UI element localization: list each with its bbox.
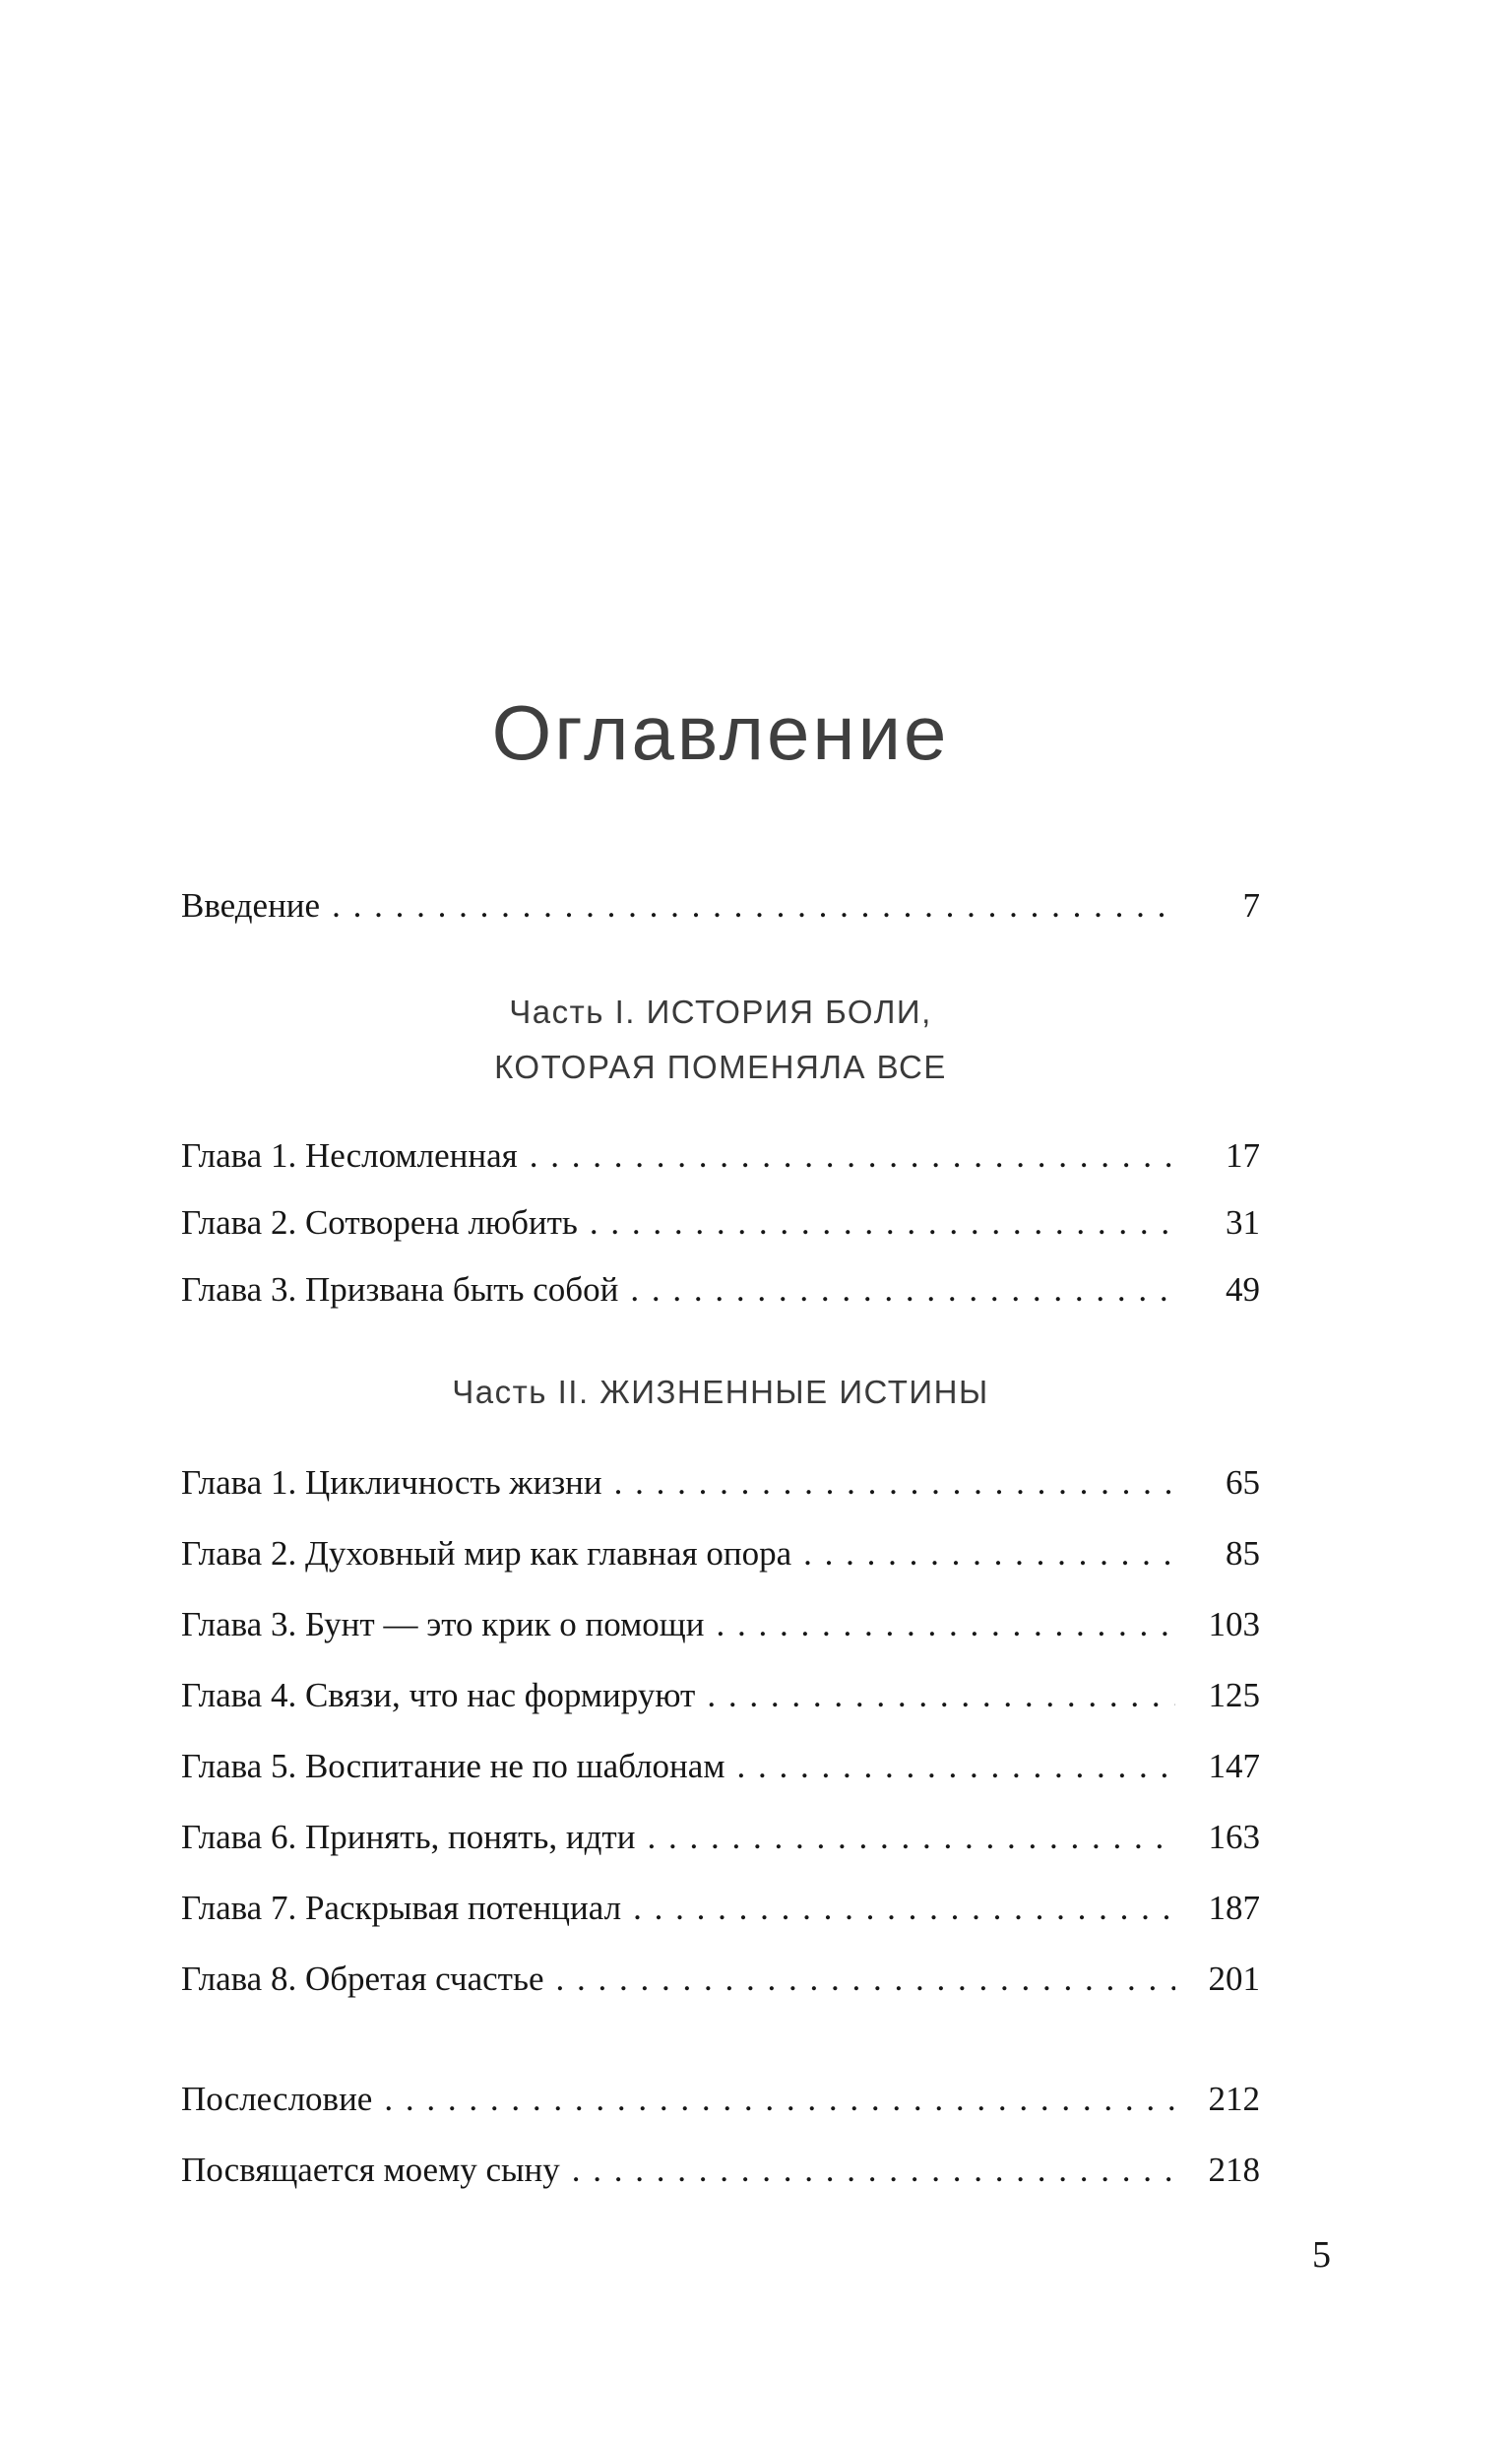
toc-entry-page: 212 — [1208, 2079, 1260, 2118]
toc-entry-label: Глава 5. Воспитание не по шаблонам — [181, 1746, 725, 1785]
toc-entry-label: Послесловие — [181, 2079, 373, 2118]
toc-entry-page: 201 — [1208, 1959, 1260, 1998]
toc-entry-label: Глава 1. Цикличность жизни — [181, 1462, 602, 1502]
toc-entry — [181, 1518, 1260, 1589]
dot-leader — [590, 1189, 1175, 1256]
part-heading — [181, 1365, 1260, 1420]
toc-entry-page: 218 — [1208, 2150, 1260, 2189]
toc-entry-page: 65 — [1226, 1462, 1260, 1502]
toc-entry-label: Глава 8. Обретая счастье — [181, 1959, 544, 1998]
toc-entry-page: 103 — [1208, 1604, 1260, 1643]
toc-entry-label: Глава 2. Духовный мир как главная опора — [181, 1533, 792, 1573]
dot-leader — [555, 1944, 1175, 2015]
chapter-group-part2 — [181, 1447, 1260, 2015]
toc-entry — [181, 2135, 1260, 2206]
dot-leader — [803, 1518, 1175, 1589]
toc-entry — [181, 1802, 1260, 1873]
dot-leader — [530, 1123, 1175, 1189]
dot-leader — [572, 2135, 1175, 2206]
toc-entry — [181, 1660, 1260, 1731]
folio-page-number: 5 — [1312, 2234, 1331, 2276]
chapter-group-part1 — [181, 1123, 1260, 1323]
toc-entry-label: Глава 3. Бунт — это крик о помощи — [181, 1604, 705, 1643]
toc-entry-label: Глава 3. Призвана быть собой — [181, 1269, 619, 1309]
toc-entry-label: Введение — [181, 885, 321, 925]
dot-leader — [716, 1589, 1175, 1660]
part-heading — [181, 985, 1260, 1095]
footer-entries — [181, 2064, 1260, 2206]
toc-entry — [181, 2064, 1260, 2135]
toc-entry — [181, 1447, 1260, 1518]
toc-entry-label: Посвящается моему сыну — [181, 2150, 560, 2189]
toc-entry — [181, 1256, 1260, 1323]
toc-entry — [181, 1873, 1260, 1944]
toc-entry-label: Глава 1. Несломленная — [181, 1135, 518, 1175]
dot-leader — [707, 1660, 1175, 1731]
dot-leader — [633, 1873, 1175, 1944]
toc-entry — [181, 872, 1260, 939]
toc-entry — [181, 1189, 1260, 1256]
toc-entry-page: 17 — [1226, 1135, 1260, 1175]
part-heading-line: КОТОРАЯ ПОМЕНЯЛА ВСЕ — [494, 1048, 947, 1085]
toc-entry-page: 85 — [1226, 1533, 1260, 1573]
dot-leader — [332, 872, 1175, 939]
toc-entry-label: Глава 4. Связи, что нас формируют — [181, 1675, 696, 1714]
part-heading-line: Часть I. ИСТОРИЯ БОЛИ, — [509, 993, 932, 1030]
toc-entry-page: 49 — [1226, 1269, 1260, 1309]
toc-entry-label: Глава 7. Раскрывая потенциал — [181, 1888, 622, 1927]
toc-entry-page: 31 — [1226, 1202, 1260, 1242]
toc-entry — [181, 1589, 1260, 1660]
toc-entry-label: Глава 6. Принять, понять, идти — [181, 1817, 636, 1856]
toc-entry-page: 187 — [1208, 1888, 1260, 1927]
toc-entry-page: 163 — [1208, 1817, 1260, 1856]
dot-leader — [630, 1256, 1175, 1323]
toc-entry — [181, 1731, 1260, 1802]
toc-entry-page: 125 — [1208, 1675, 1260, 1714]
dot-leader — [736, 1731, 1175, 1802]
toc-entry-page: 7 — [1242, 885, 1260, 925]
dot-leader — [647, 1802, 1175, 1873]
toc-entry — [181, 1123, 1260, 1189]
toc-entry-label: Глава 2. Сотворена любить — [181, 1202, 578, 1242]
part-heading-line: Часть II. ЖИЗНЕННЫЕ ИСТИНЫ — [452, 1373, 989, 1410]
dot-leader — [614, 1447, 1175, 1518]
page-title: Оглавление — [491, 689, 950, 776]
toc-content — [181, 689, 1260, 2206]
toc-entry — [181, 1944, 1260, 2015]
toc-entry-page: 147 — [1208, 1746, 1260, 1785]
dot-leader — [384, 2064, 1175, 2135]
